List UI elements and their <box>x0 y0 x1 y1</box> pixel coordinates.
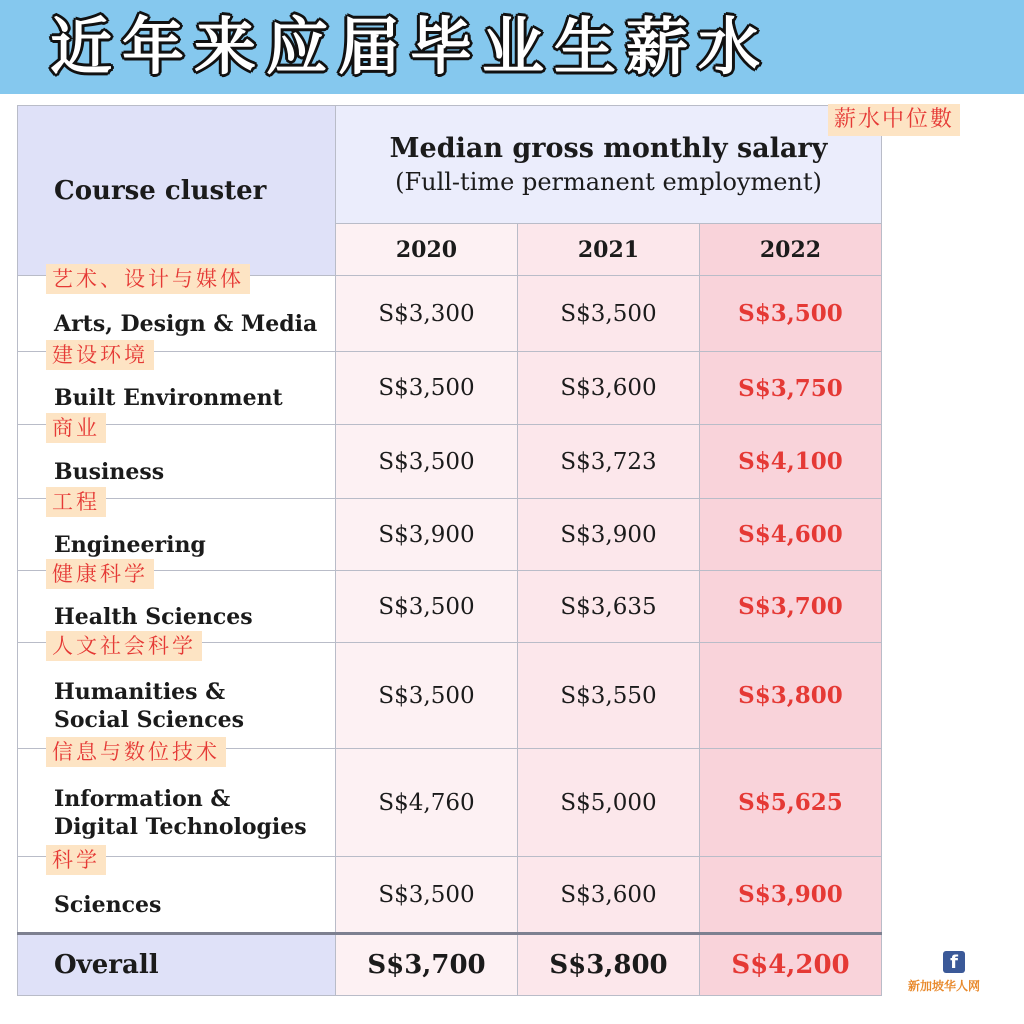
overall-label-cell <box>18 934 336 996</box>
course-chinese-label: 艺术、设计与媒体 <box>46 264 250 294</box>
course-name: Sciences <box>54 891 162 918</box>
median-salary-tag: 薪水中位數 <box>828 104 960 136</box>
salary-2020: S$3,500 <box>336 352 518 425</box>
course-name: Health Sciences <box>54 603 253 630</box>
course-chinese-label: 商业 <box>46 413 106 443</box>
salary-2022: S$4,100 <box>700 425 882 499</box>
overall-row <box>18 934 882 996</box>
course-chinese-label: 健康科学 <box>46 559 154 589</box>
course-name: Built Environment <box>54 385 283 411</box>
year-2022-header: 2022 <box>700 224 882 276</box>
salary-2022: S$3,700 <box>700 571 882 643</box>
course-cell <box>18 740 336 857</box>
header-row <box>18 106 882 224</box>
salary-2022: S$3,800 <box>700 643 882 749</box>
overall-2021: S$3,800 <box>518 934 700 996</box>
salary-2020: S$3,300 <box>336 276 518 352</box>
table-row <box>18 352 882 425</box>
salary-2022: S$3,750 <box>700 352 882 425</box>
table-row <box>18 749 882 857</box>
course-cluster-header: Course cluster <box>18 106 336 276</box>
salary-2020: S$3,500 <box>336 571 518 643</box>
course-cell <box>18 634 336 749</box>
salary-2021: S$3,723 <box>518 425 700 499</box>
salary-2021: S$3,600 <box>518 352 700 425</box>
salary-2021: S$3,500 <box>518 276 700 352</box>
year-2020-header: 2020 <box>336 224 518 276</box>
course-chinese-label: 建设环境 <box>46 340 154 370</box>
course-chinese-label: 科学 <box>46 845 106 875</box>
overall-2020: S$3,700 <box>336 934 518 996</box>
salary-2022: S$5,625 <box>700 749 882 857</box>
title-banner <box>0 0 1024 94</box>
salary-2020: S$4,760 <box>336 749 518 857</box>
page-title: 近年来应届毕业生薪水 <box>50 10 771 83</box>
table-row <box>18 643 882 749</box>
salary-2021: S$5,000 <box>518 749 700 857</box>
course-chinese-label: 工程 <box>46 487 106 517</box>
salary-2020: S$3,500 <box>336 425 518 499</box>
course-chinese-label: 信息与数位技术 <box>46 737 226 767</box>
facebook-icon[interactable]: f <box>943 951 965 973</box>
salary-2020: S$3,500 <box>336 643 518 749</box>
course-name-line1: Humanities & <box>54 678 226 705</box>
brand-name: 新加坡华人网 <box>908 979 981 993</box>
course-name: Engineering <box>54 531 206 558</box>
table-row <box>18 425 882 499</box>
salary-2022: S$3,500 <box>700 276 882 352</box>
course-name: Business <box>54 458 165 485</box>
course-chinese-label: 人文社会科学 <box>46 631 202 661</box>
salary-2020: S$3,900 <box>336 499 518 571</box>
course-name-line2: Digital Technologies <box>54 813 307 840</box>
salary-2021: S$3,900 <box>518 499 700 571</box>
salary-2022: S$3,900 <box>700 857 882 934</box>
table-row <box>18 857 882 934</box>
salary-2022: S$4,600 <box>700 499 882 571</box>
salary-header <box>336 106 882 224</box>
course-cell <box>18 848 336 934</box>
overall-label: Overall <box>54 950 159 980</box>
salary-2021: S$3,550 <box>518 643 700 749</box>
course-name-line1: Information & <box>54 785 231 812</box>
overall-2022: S$4,200 <box>700 934 882 996</box>
salary-2021: S$3,635 <box>518 571 700 643</box>
salary-2021: S$3,600 <box>518 857 700 934</box>
salary-header-title: Median gross monthly salary <box>389 133 828 164</box>
course-name-line2: Social Sciences <box>54 706 244 733</box>
salary-header-subtitle: (Full-time permanent employment) <box>395 168 822 196</box>
salary-2020: S$3,500 <box>336 857 518 934</box>
salary-table <box>17 105 882 996</box>
year-2021-header: 2021 <box>518 224 700 276</box>
course-name: Arts, Design & Media <box>54 310 318 337</box>
